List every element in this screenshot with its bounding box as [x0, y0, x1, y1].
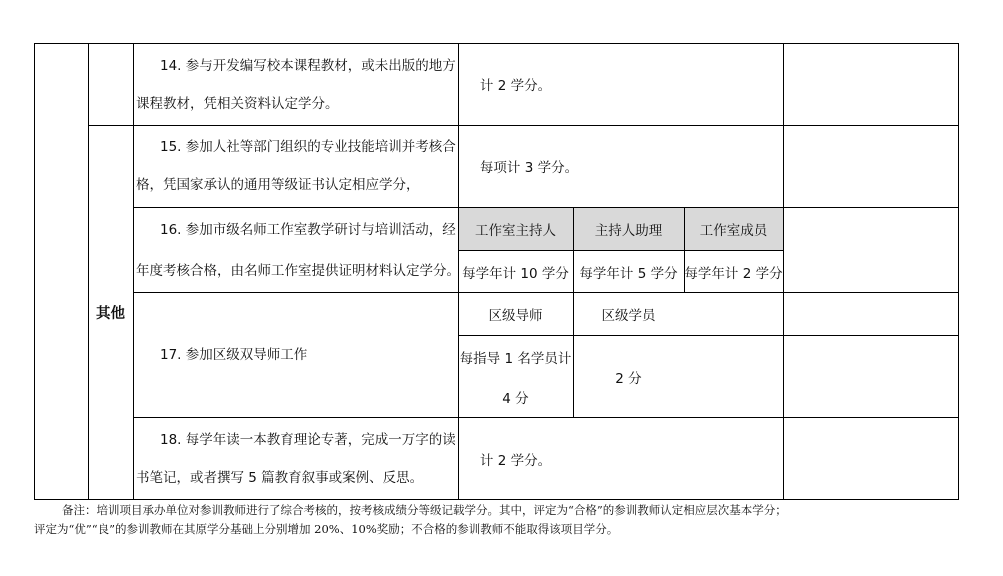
- footnote-line2: 评定为“优”“良”的参训教师在其原学分基础上分别增加 20%、10%奖励；不合格的参训教师不能取得该项目学分。: [34, 522, 619, 536]
- item-17-desc: 17. 参加区级双导师工作: [160, 347, 308, 363]
- mentor-credit-line1: 每指导 1 名学员计: [459, 351, 572, 367]
- table-border-right: [958, 43, 959, 500]
- table-border-bottom: [34, 499, 959, 500]
- header-host-assistant: 主持人助理: [594, 223, 663, 239]
- item-18-desc-line2: 书笔记，或者撰写 5 篇教育叙事或案例、反思。: [136, 470, 424, 486]
- item-15-desc-line2: 格，凭国家承认的通用等级证书认定相应学分，: [136, 177, 420, 193]
- column-divider: [783, 43, 784, 500]
- item-15-desc-line1: 15. 参加人社等部门组织的专业技能培训并考核合: [160, 139, 456, 155]
- item-16-desc-line2: 年度考核合格，由名师工作室提供证明材料认定学分。: [136, 263, 460, 279]
- value-studio-member: 每学年计 2 学分: [684, 265, 783, 282]
- column-divider: [133, 43, 134, 500]
- value-studio-host: 每学年计 10 学分: [462, 265, 569, 282]
- table-border-left: [34, 43, 35, 500]
- row-divider: [458, 335, 959, 336]
- item-18-desc-line1: 18. 每学年读一本教育理论专著，完成一万字的读: [160, 432, 456, 448]
- item-14-desc-line1: 14. 参与开发编写校本课程教材，或未出版的地方: [160, 58, 456, 74]
- item-14-credit: 计 2 学分。: [479, 78, 552, 94]
- row-divider: [133, 417, 959, 418]
- item-18-credit: 计 2 学分。: [479, 453, 552, 469]
- item-16-desc-line1: 16. 参加市级名师工作室教学研讨与培训活动，经: [160, 222, 456, 238]
- header-district-mentor: 区级导师: [488, 308, 543, 324]
- item-14-desc-line2: 课程教材，凭相关资料认定学分。: [136, 96, 339, 112]
- column-divider: [88, 43, 89, 500]
- category-label: 其他: [96, 305, 125, 322]
- table-border-top: [34, 43, 959, 44]
- footnote-line1: 备注：培训项目承办单位对参训教师进行了综合考核的，按考核成绩分等级记载学分。其中，评定为“合格”的参训教师认定相应层次基本学分；: [62, 503, 787, 517]
- row-divider: [88, 125, 959, 126]
- header-studio-member: 工作室成员: [699, 223, 768, 239]
- header-district-student: 区级学员: [601, 308, 656, 324]
- header-studio-host: 工作室主持人: [475, 223, 556, 239]
- mentor-credit-line2: 4 分: [502, 391, 529, 407]
- value-host-assistant: 每学年计 5 学分: [579, 265, 678, 282]
- item-15-credit: 每项计 3 学分。: [479, 160, 579, 176]
- student-credit: 2 分: [615, 370, 642, 387]
